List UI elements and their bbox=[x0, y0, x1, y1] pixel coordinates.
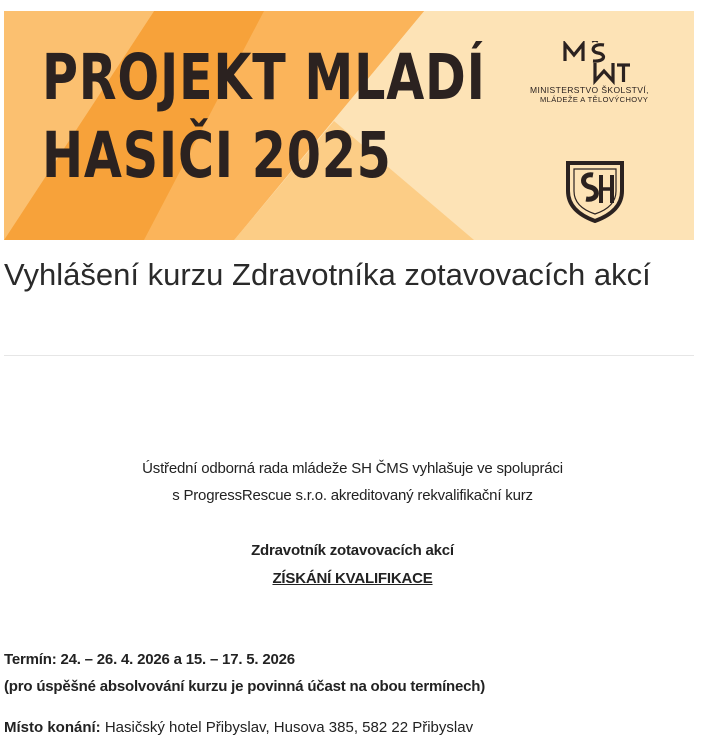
qualification-label: ZÍSKÁNÍ KVALIFIKACE bbox=[272, 570, 433, 587]
banner-title-line1: PROJEKT MLADÍ bbox=[42, 41, 486, 114]
term-block bbox=[4, 646, 485, 700]
banner-title bbox=[42, 39, 486, 195]
course-name: Zdravotník zotavovacích akcí bbox=[251, 542, 454, 559]
msmt-name-line2: MLÁDEŽE A TĚLOVÝCHOVY bbox=[540, 95, 649, 104]
place-label: Místo konání: bbox=[4, 719, 101, 736]
place-value: Hasičský hotel Přibyslav, Husova 385, 582 22 Přibyslav bbox=[100, 719, 474, 736]
sh-cms-logo-icon bbox=[560, 153, 630, 223]
term-note: (pro úspěšné absolvování kurzu je povinná účast na obou termínech) bbox=[4, 678, 486, 695]
course-block bbox=[0, 537, 705, 593]
msmt-logo bbox=[524, 41, 674, 105]
project-banner bbox=[4, 11, 694, 240]
place-block bbox=[4, 716, 473, 740]
intro-paragraph bbox=[0, 455, 705, 509]
intro-line2: s ProgressRescue s.r.o. akreditovaný rekvalifikační kurz bbox=[172, 487, 533, 504]
msmt-mark-icon bbox=[562, 41, 632, 85]
msmt-name-line1: MINISTERSTVO ŠKOLSTVÍ, bbox=[530, 85, 649, 95]
term-dates: Termín: 24. – 26. 4. 2026 a 15. – 17. 5. 2026 bbox=[4, 651, 295, 668]
page-title: Vyhlášení kurzu Zdravotníka zotavovacích akcí bbox=[4, 257, 651, 292]
intro-line1: Ústřední odborná rada mládeže SH ČMS vyhlašuje ve spolupráci bbox=[142, 460, 563, 477]
banner-title-line2: HASIČI 2025 bbox=[42, 119, 392, 192]
title-divider bbox=[4, 355, 694, 356]
